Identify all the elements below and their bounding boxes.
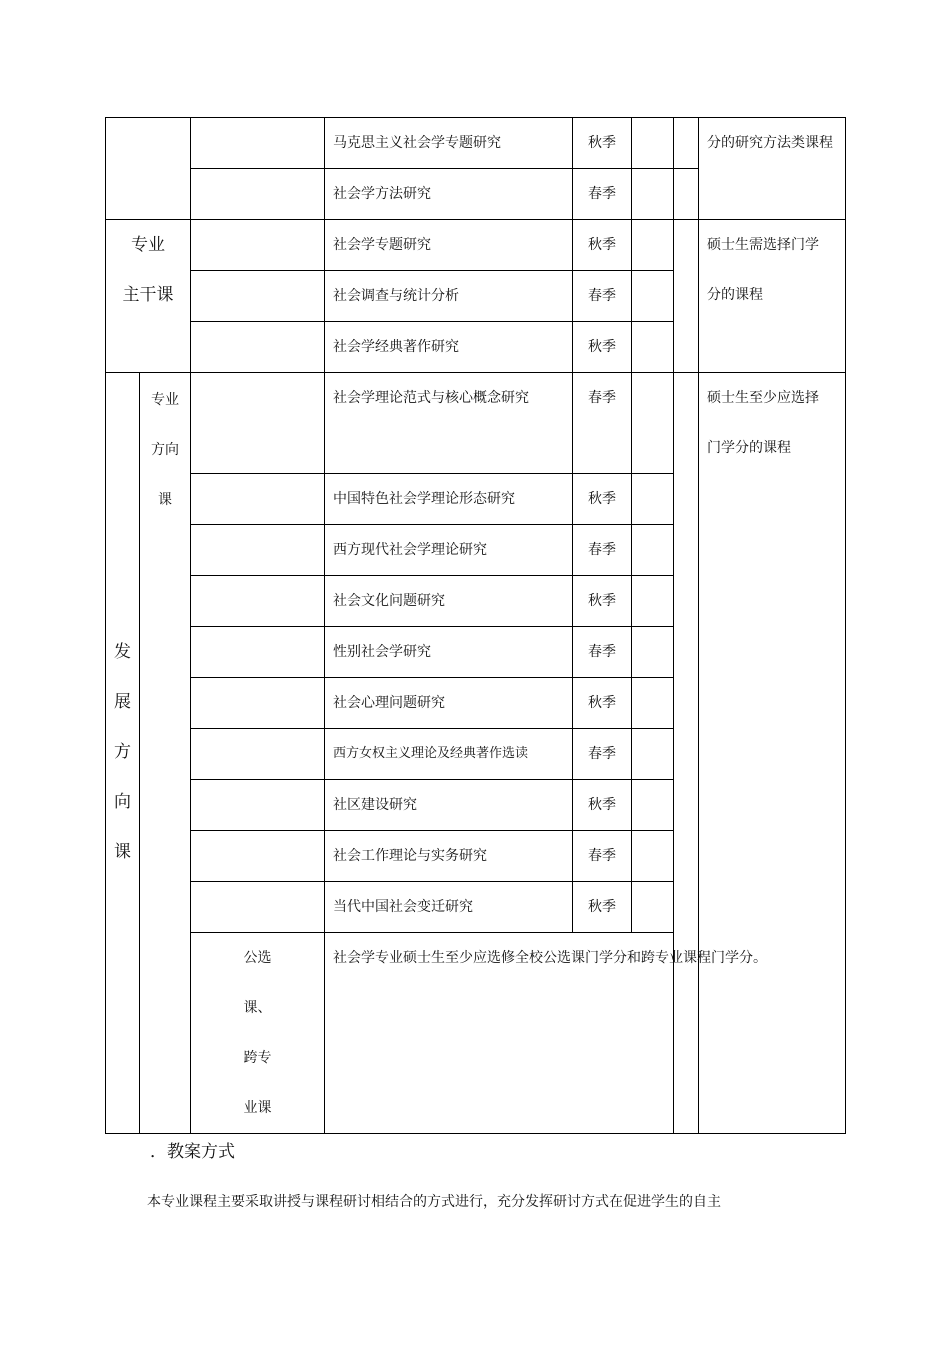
season-cell: [573, 831, 632, 882]
course-name-cell: [325, 729, 573, 780]
empty-cell: [632, 525, 674, 576]
empty-cell: [191, 780, 325, 831]
course-name-cell: [325, 118, 573, 169]
course-season: 秋季: [588, 695, 616, 711]
course-season: 春季: [588, 542, 616, 558]
empty-cell: [632, 729, 674, 780]
course-season: 秋季: [588, 491, 616, 507]
empty-cell: [191, 373, 325, 474]
course-name-cell: [325, 525, 573, 576]
course-season: 秋季: [588, 899, 616, 915]
group-main-label: 专业 主干课: [122, 235, 174, 305]
season-cell: [573, 780, 632, 831]
empty-cell: [191, 474, 325, 525]
course-name: 社会文化问题研究: [333, 593, 445, 609]
season-cell: [573, 882, 632, 933]
course-name-cell: [325, 322, 573, 373]
empty-cell: [191, 576, 325, 627]
course-season: 春季: [588, 186, 616, 202]
course-name: 中国特色社会学理论形态研究: [333, 491, 515, 507]
empty-cell: [632, 882, 674, 933]
empty-cell: [191, 882, 325, 933]
course-name: 社区建设研究: [333, 797, 417, 813]
course-season: 秋季: [588, 797, 616, 813]
empty-cell: [191, 220, 325, 271]
course-season: 秋季: [588, 237, 616, 253]
empty-cell: [632, 118, 674, 169]
empty-cell: [191, 525, 325, 576]
course-name: 西方女权主义理论及经典著作选读: [333, 746, 529, 761]
empty-cell: [632, 831, 674, 882]
season-cell: [573, 271, 632, 322]
sub-public-label: 公选课、跨专业课: [243, 950, 272, 1116]
empty-cell: [632, 780, 674, 831]
season-cell: [573, 169, 632, 220]
course-season: 秋季: [588, 593, 616, 609]
table-row: [106, 373, 846, 474]
empty-cell: [191, 678, 325, 729]
course-season: 秋季: [588, 135, 616, 151]
course-season: 春季: [588, 644, 616, 660]
empty-cell: [632, 474, 674, 525]
course-name: 社会调查与统计分析: [333, 288, 459, 304]
course-name-cell: [325, 576, 573, 627]
course-season: 春季: [588, 848, 616, 864]
course-name-cell: [325, 271, 573, 322]
group-dev-label: 发展方向课: [114, 642, 131, 862]
empty-cell: [632, 220, 674, 271]
course-name-cell: [325, 678, 573, 729]
course-name: 社会心理问题研究: [333, 695, 445, 711]
remark-cell: [699, 220, 846, 373]
course-name-cell: [325, 627, 573, 678]
table-row: [106, 220, 846, 271]
course-name-cell: [325, 373, 573, 474]
empty-cell: [191, 627, 325, 678]
remark-cell: [699, 118, 846, 220]
empty-cell: [191, 169, 325, 220]
public-text: 社会学专业硕士生至少应选修全校公选课门学分和跨专业课程门学分。: [333, 950, 767, 966]
course-season: 春季: [588, 288, 616, 304]
course-name: 社会学经典著作研究: [333, 339, 459, 355]
course-name: 当代中国社会变迁研究: [333, 899, 473, 915]
season-cell: [573, 474, 632, 525]
empty-cell: [632, 271, 674, 322]
course-name: 社会工作理论与实务研究: [333, 848, 487, 864]
course-season: 春季: [588, 746, 616, 762]
course-name-cell: [325, 169, 573, 220]
season-cell: [573, 220, 632, 271]
course-name-cell: [325, 831, 573, 882]
course-name: 社会学方法研究: [333, 186, 431, 202]
empty-cell: [632, 373, 674, 474]
course-name-cell: [325, 220, 573, 271]
season-cell: [573, 322, 632, 373]
empty-cell: [191, 322, 325, 373]
remark-main: 硕士生需选择门学分的课程: [707, 237, 819, 303]
season-cell: [573, 118, 632, 169]
public-text-cell: [325, 933, 846, 1134]
empty-cell: [632, 169, 674, 220]
empty-cell: [632, 322, 674, 373]
table-row: [106, 118, 846, 169]
table-row: [106, 933, 846, 1134]
course-name: 西方现代社会学理论研究: [333, 542, 487, 558]
empty-cell: [191, 729, 325, 780]
course-name: 性别社会学研究: [333, 644, 431, 660]
section-paragraph: 本专业课程主要采取讲授与课程研讨相结合的方式进行，充分发挥研讨方式在促进学生的自主: [147, 1194, 721, 1210]
empty-cell: [632, 576, 674, 627]
empty-cell: [191, 118, 325, 169]
season-cell: [573, 576, 632, 627]
empty-cell: [191, 831, 325, 882]
remark-method: 分的研究方法类课程: [707, 135, 833, 151]
season-cell: [573, 373, 632, 474]
sub-public-cell: [191, 933, 325, 1134]
empty-cell: [674, 118, 699, 169]
course-name-cell: [325, 474, 573, 525]
empty-cell: [191, 271, 325, 322]
season-cell: [573, 729, 632, 780]
course-season: 春季: [588, 390, 616, 406]
sub-direction-cell: [140, 373, 191, 1134]
sub-direction-label: 专业方向课: [151, 392, 179, 508]
group-main-cell: [106, 220, 191, 373]
remark-direction: 硕士生至少应选择门学分的课程: [707, 390, 819, 456]
empty-cell: [632, 627, 674, 678]
course-name: 社会学理论范式与核心概念研究: [333, 390, 529, 406]
course-table: [105, 117, 846, 1134]
course-name-cell: [325, 882, 573, 933]
course-name-cell: [325, 780, 573, 831]
season-cell: [573, 525, 632, 576]
course-name: 马克思主义社会学专题研究: [333, 135, 501, 151]
group-dev-cell: [106, 373, 140, 1134]
empty-cell: [674, 220, 699, 373]
season-cell: [573, 678, 632, 729]
course-name: 社会学专题研究: [333, 237, 431, 253]
section-heading: ．教案方式: [150, 1142, 235, 1162]
empty-cell: [674, 169, 699, 220]
empty-cell: [632, 678, 674, 729]
empty-group-cell: [106, 118, 191, 220]
course-season: 秋季: [588, 339, 616, 355]
season-cell: [573, 627, 632, 678]
